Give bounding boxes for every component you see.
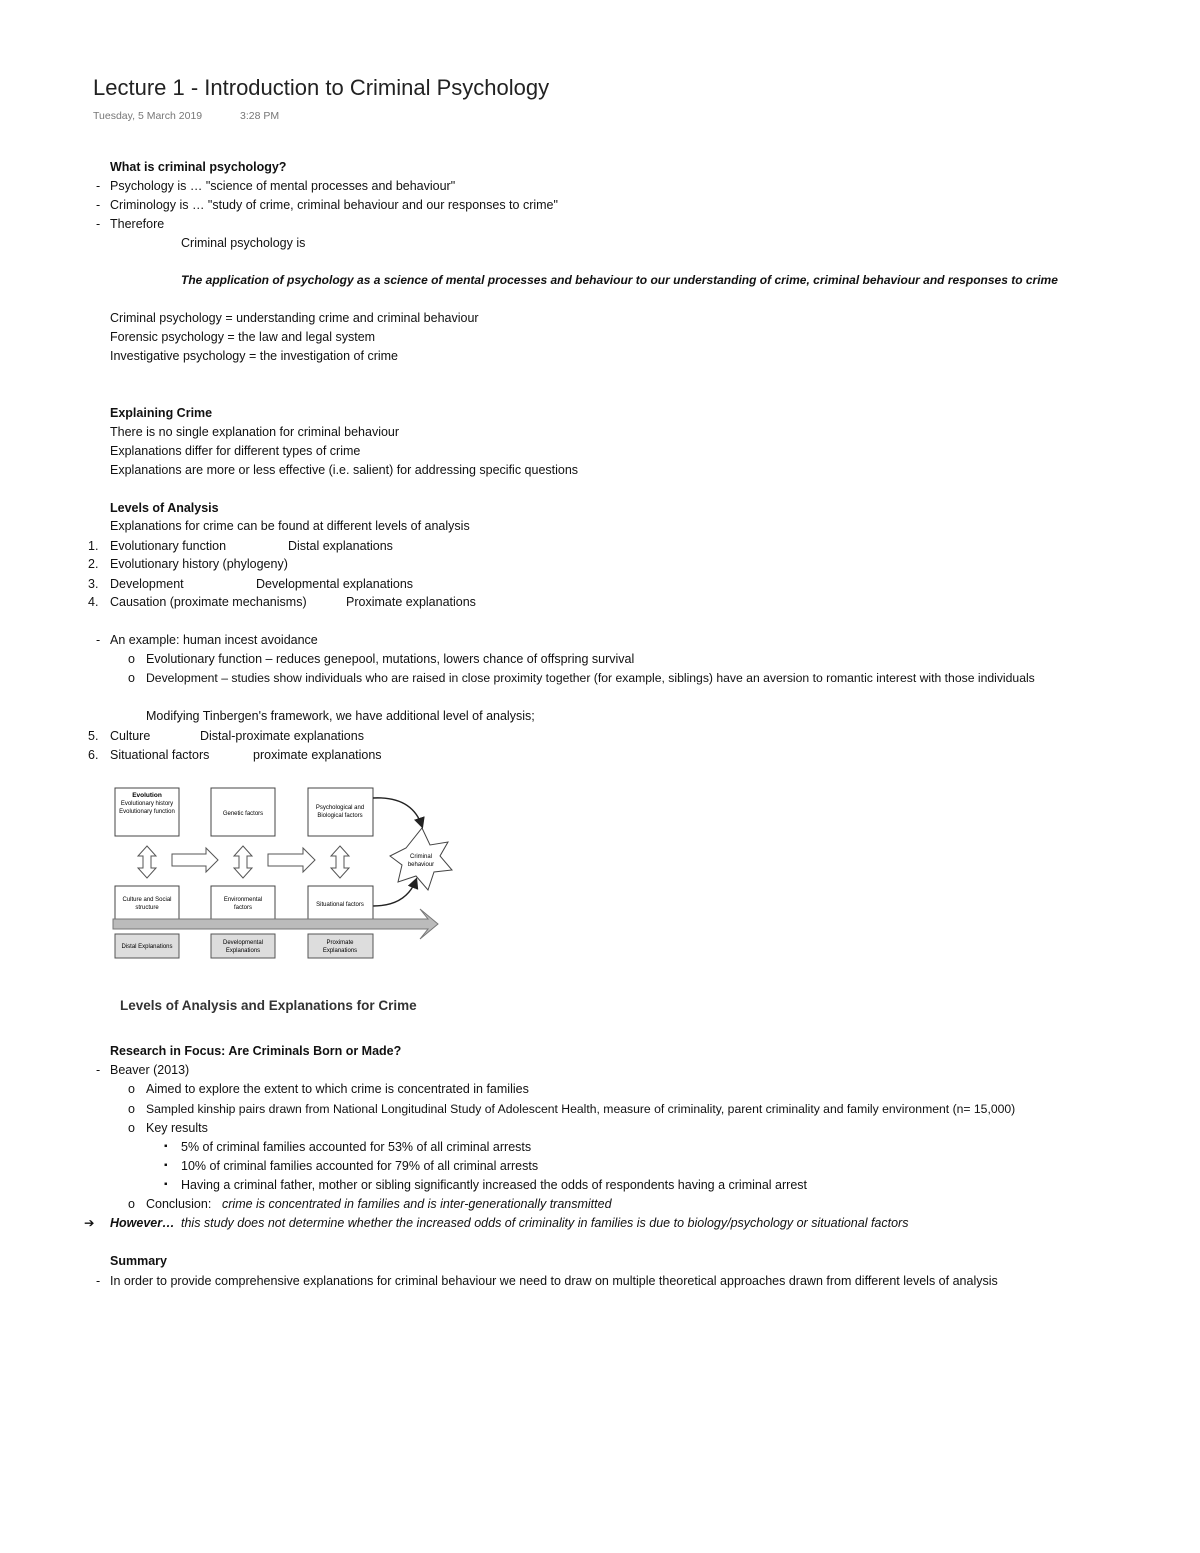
diagram-text: Explanations	[322, 948, 358, 954]
level-item-label: Situational factors	[110, 748, 210, 762]
diagram-box-developmental	[211, 934, 275, 958]
diagram-text: Psychological and	[315, 805, 365, 811]
level-item-label: Evolutionary function	[110, 539, 227, 553]
level-item-explanation: Proximate explanations	[346, 595, 476, 609]
definition-line: Forensic psychology = the law and legal system	[110, 330, 376, 344]
example-sub-line: Development – studies show individuals who are raised in close proximity together (for example, siblings) have an aversion to romantic interest with those individuals	[146, 671, 1035, 685]
diagram-vertical-arrow	[234, 846, 252, 878]
intro-bullet: Therefore	[110, 217, 165, 231]
research-result: 10% of criminal families accounted for 79% of all criminal arrests	[181, 1159, 539, 1173]
level-item-label: Culture	[110, 729, 151, 743]
levels-diagram	[110, 782, 460, 964]
level-item-explanation: proximate explanations	[253, 748, 382, 762]
dash-bullet: -	[96, 1063, 101, 1077]
diagram-box-psychological	[308, 788, 373, 836]
page-date: Tuesday, 5 March 2019	[93, 110, 203, 122]
level-item-explanation: Distal explanations	[288, 539, 393, 553]
circle-bullet: o	[128, 1082, 135, 1096]
diagram-vertical-arrow	[331, 846, 349, 878]
diagram-text: Criminal	[409, 854, 433, 860]
definition-text: The application of psychology as a science of mental processes and behaviour to our understanding of crime, criminal behaviour and responses to crime	[181, 273, 1058, 287]
modify-line: Modifying Tinbergen's framework, we have additional level of analysis;	[146, 709, 535, 723]
dash-bullet: -	[96, 1274, 101, 1288]
circle-bullet: o	[128, 671, 135, 685]
research-result: 5% of criminal families accounted for 53% of all criminal arrests	[181, 1140, 532, 1154]
section-heading-summary: Summary	[110, 1254, 167, 1268]
section-heading-research: Research in Focus: Are Criminals Born or Made?	[110, 1044, 402, 1058]
explaining-line: Explanations differ for different types of crime	[110, 444, 361, 458]
diagram-text: Evolutionary function	[119, 809, 175, 815]
definition-line: Investigative psychology = the investigation of crime	[110, 349, 399, 363]
conclusion-text: crime is concentrated in families and is inter-generationally transmitted	[222, 1197, 612, 1211]
diagram-horizontal-arrow	[172, 848, 218, 872]
summary-text: In order to provide comprehensive explanations for criminal behaviour we need to draw on multiple theoretical approaches drawn from different levels of analysis	[110, 1274, 998, 1288]
section-heading-criminal-psychology: What is criminal psychology?	[110, 160, 287, 174]
dash-bullet: -	[96, 198, 101, 212]
however-text: this study does not determine whether the increased odds of criminality in families is due to biology/psychology or situational factors	[181, 1216, 909, 1230]
diagram-text: Culture and Social	[122, 897, 172, 903]
explaining-line: Explanations are more or less effective (i.e. salient) for addressing specific questions	[110, 463, 579, 477]
level-item-label: Development	[110, 577, 184, 591]
level-item-explanation: Distal-proximate explanations	[200, 729, 364, 743]
research-point: Aimed to explore the extent to which crime is concentrated in families	[146, 1082, 529, 1096]
diagram-text: Situational factors	[316, 902, 364, 908]
page-title: Lecture 1 - Introduction to Criminal Psychology	[93, 75, 550, 100]
diagram-caption: Levels of Analysis and Explanations for Crime	[120, 998, 417, 1013]
intro-bullet: Psychology is … "science of mental processes and behaviour"	[110, 179, 456, 193]
definition-line: Criminal psychology = understanding crime and criminal behaviour	[110, 311, 479, 325]
diagram-box-environmental	[211, 886, 275, 920]
circle-bullet: o	[128, 652, 135, 666]
diagram-text: Genetic factors	[222, 811, 264, 817]
example-sub-line: Evolutionary function – reduces genepool, mutations, lowers chance of offspring survival	[146, 652, 635, 666]
section-heading-levels: Levels of Analysis	[110, 501, 219, 515]
list-number: 6.	[88, 748, 99, 762]
square-bullet: ▪	[164, 1141, 168, 1152]
square-bullet: ▪	[164, 1179, 168, 1190]
explaining-line: There is no single explanation for criminal behaviour	[110, 425, 400, 439]
dash-bullet: -	[96, 179, 101, 193]
diagram-text: Distal Explanations	[121, 944, 173, 950]
diagram-text: factors	[233, 905, 253, 911]
list-number: 1.	[88, 539, 99, 553]
dash-bullet: -	[96, 217, 101, 231]
diagram-text: Developmental	[222, 940, 264, 946]
diagram-box-proximate	[308, 934, 373, 958]
level-item-label: Causation (proximate mechanisms)	[110, 595, 307, 609]
list-number: 2.	[88, 557, 99, 571]
study-name: Beaver (2013)	[110, 1063, 190, 1077]
level-item-explanation: Developmental explanations	[256, 577, 414, 591]
diagram-horizontal-arrow	[268, 848, 315, 872]
diagram-text: Evolutionary history	[120, 801, 174, 807]
example-line: An example: human incest avoidance	[110, 633, 318, 647]
levels-intro: Explanations for crime can be found at different levels of analysis	[110, 519, 470, 533]
arrow-bullet: ➔	[84, 1216, 95, 1230]
diagram-curved-arrow	[373, 798, 422, 826]
square-bullet: ▪	[164, 1160, 168, 1171]
diagram-vertical-arrow	[138, 846, 156, 878]
section-heading-explaining-crime: Explaining Crime	[110, 406, 213, 420]
dash-bullet: -	[96, 633, 101, 647]
intro-bullet: Criminology is … "study of crime, criminal behaviour and our responses to crime"	[110, 198, 558, 212]
research-point: Sampled kinship pairs drawn from National Longitudinal Study of Adolescent Health, measure of criminality, parent criminality and family environment (n= 15,000)	[146, 1102, 1016, 1116]
diagram-text: structure	[135, 905, 159, 911]
circle-bullet: o	[128, 1197, 135, 1211]
diagram-text: Biological factors	[317, 813, 363, 819]
conclusion-label: Conclusion:	[146, 1197, 212, 1211]
diagram-text: behaviour	[407, 862, 435, 868]
diagram-curved-arrow	[373, 880, 416, 906]
list-number: 3.	[88, 577, 99, 591]
indent-text: Criminal psychology is	[181, 236, 306, 250]
diagram-box-culture	[115, 886, 179, 920]
research-result: Having a criminal father, mother or sibling significantly increased the odds of respondents having a criminal arrest	[181, 1178, 808, 1192]
list-number: 5.	[88, 729, 99, 743]
circle-bullet: o	[128, 1121, 135, 1135]
list-number: 4.	[88, 595, 99, 609]
research-point: Key results	[146, 1121, 208, 1135]
however-label: However…	[110, 1216, 175, 1230]
diagram-text: Explanations	[225, 948, 261, 954]
page-time: 3:28 PM	[240, 110, 280, 122]
diagram-text: Environmental	[223, 897, 263, 903]
diagram-text: Proximate	[326, 940, 354, 946]
level-item-label: Evolutionary history (phylogeny)	[110, 557, 288, 571]
circle-bullet: o	[128, 1102, 135, 1116]
diagram-text: Evolution	[132, 792, 162, 799]
